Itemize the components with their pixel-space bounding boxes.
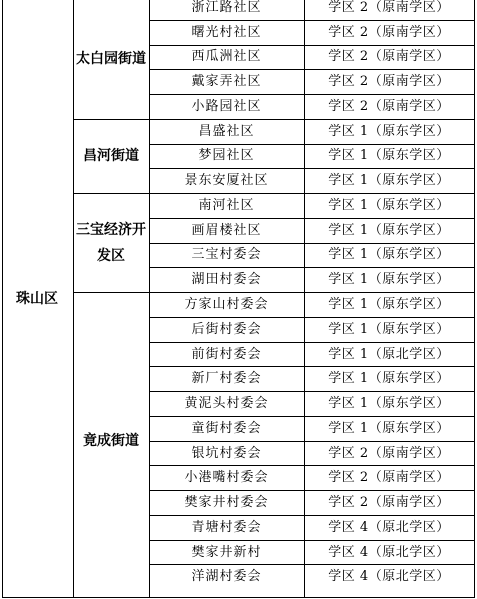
district-name: 珠山区 bbox=[16, 290, 58, 307]
community-name: 前街村委会 bbox=[191, 346, 262, 362]
school-zone: 学区 1（原东学区） bbox=[328, 420, 450, 436]
community-name: 南河社区 bbox=[198, 197, 255, 213]
community-name: 后街村委会 bbox=[191, 321, 262, 337]
row-separator bbox=[149, 416, 475, 417]
community-name: 小路园社区 bbox=[191, 98, 262, 114]
row-separator bbox=[149, 144, 475, 145]
community-name: 湖田村委会 bbox=[191, 272, 262, 288]
row-separator bbox=[149, 45, 475, 46]
community-name: 昌盛社区 bbox=[198, 123, 255, 139]
row-separator bbox=[149, 564, 475, 565]
school-zone: 学区 2（原南学区） bbox=[328, 445, 450, 461]
street-name: 太白园街道 bbox=[76, 51, 146, 68]
row-separator bbox=[149, 168, 475, 169]
street-name: 三宝经济开发区 bbox=[76, 221, 146, 264]
community-name: 小港嘴村委会 bbox=[184, 470, 269, 486]
community-name: 黄泥头村委会 bbox=[184, 396, 269, 412]
community-name: 梦园社区 bbox=[198, 148, 255, 164]
community-name: 景东安厦社区 bbox=[184, 173, 269, 189]
table-vertical-rule bbox=[474, 0, 475, 597]
row-separator bbox=[149, 515, 475, 516]
school-zone: 学区 2（原南学区） bbox=[328, 49, 450, 65]
row-separator bbox=[149, 391, 475, 392]
community-name: 西瓜洲社区 bbox=[191, 49, 262, 65]
row-separator bbox=[149, 342, 475, 343]
school-zone: 学区 1（原东学区） bbox=[328, 197, 450, 213]
community-name: 童街村委会 bbox=[191, 420, 262, 436]
school-zone: 学区 1（原东学区） bbox=[328, 247, 450, 263]
school-zone: 学区 2（原南学区） bbox=[328, 495, 450, 511]
community-name: 银坑村委会 bbox=[191, 445, 262, 461]
street-name: 竟成街道 bbox=[83, 432, 139, 449]
row-separator bbox=[149, 218, 475, 219]
school-zone: 学区 1（原东学区） bbox=[328, 396, 450, 412]
community-name: 曙光村社区 bbox=[191, 24, 262, 40]
school-zone: 学区 2（原南学区） bbox=[328, 74, 450, 90]
community-name: 新厂村委会 bbox=[191, 371, 262, 387]
community-name: 青塘村委会 bbox=[191, 519, 262, 535]
row-separator bbox=[149, 441, 475, 442]
row-separator bbox=[149, 490, 475, 491]
school-zone: 学区 2（原南学区） bbox=[328, 470, 450, 486]
row-separator bbox=[149, 267, 475, 268]
community-name: 画眉楼社区 bbox=[191, 222, 262, 238]
row-separator bbox=[149, 540, 475, 541]
school-zone: 学区 1（原东学区） bbox=[328, 296, 450, 312]
school-zone: 学区 1（原东学区） bbox=[328, 321, 450, 337]
school-zone: 学区 2（原南学区） bbox=[328, 98, 450, 114]
community-name: 樊家井新村 bbox=[191, 544, 262, 560]
school-zone: 学区 1（原东学区） bbox=[328, 222, 450, 238]
community-name: 方家山村委会 bbox=[184, 296, 269, 312]
row-separator bbox=[149, 20, 475, 21]
row-separator bbox=[149, 94, 475, 95]
community-name: 樊家井村委会 bbox=[184, 495, 269, 511]
row-separator bbox=[149, 317, 475, 318]
community-name: 三宝村委会 bbox=[191, 247, 262, 263]
community-name: 洋湖村委会 bbox=[191, 569, 262, 585]
school-zone: 学区 1（原东学区） bbox=[328, 123, 450, 139]
row-separator bbox=[149, 243, 475, 244]
community-name: 戴家弄社区 bbox=[191, 74, 262, 90]
row-separator bbox=[149, 69, 475, 70]
school-zone: 学区 4（原北学区） bbox=[328, 519, 450, 535]
school-zone: 学区 1（原北学区） bbox=[328, 346, 450, 362]
row-separator bbox=[149, 465, 475, 466]
school-zone: 学区 2（原南学区） bbox=[328, 24, 450, 40]
row-separator bbox=[149, 366, 475, 367]
school-zone: 学区 4（原北学区） bbox=[328, 569, 450, 585]
school-zone: 学区 1（原东学区） bbox=[328, 148, 450, 164]
school-zone: 学区 1（原东学区） bbox=[328, 371, 450, 387]
school-zone: 学区 1（原东学区） bbox=[328, 272, 450, 288]
school-zone: 学区 2（原南学区） bbox=[328, 0, 450, 15]
street-name: 昌河街道 bbox=[83, 147, 139, 164]
community-name: 浙江路社区 bbox=[191, 0, 262, 15]
school-zone: 学区 1（原东学区） bbox=[328, 173, 450, 189]
table-bottom-rule bbox=[2, 597, 475, 598]
school-zone: 学区 4（原北学区） bbox=[328, 544, 450, 560]
